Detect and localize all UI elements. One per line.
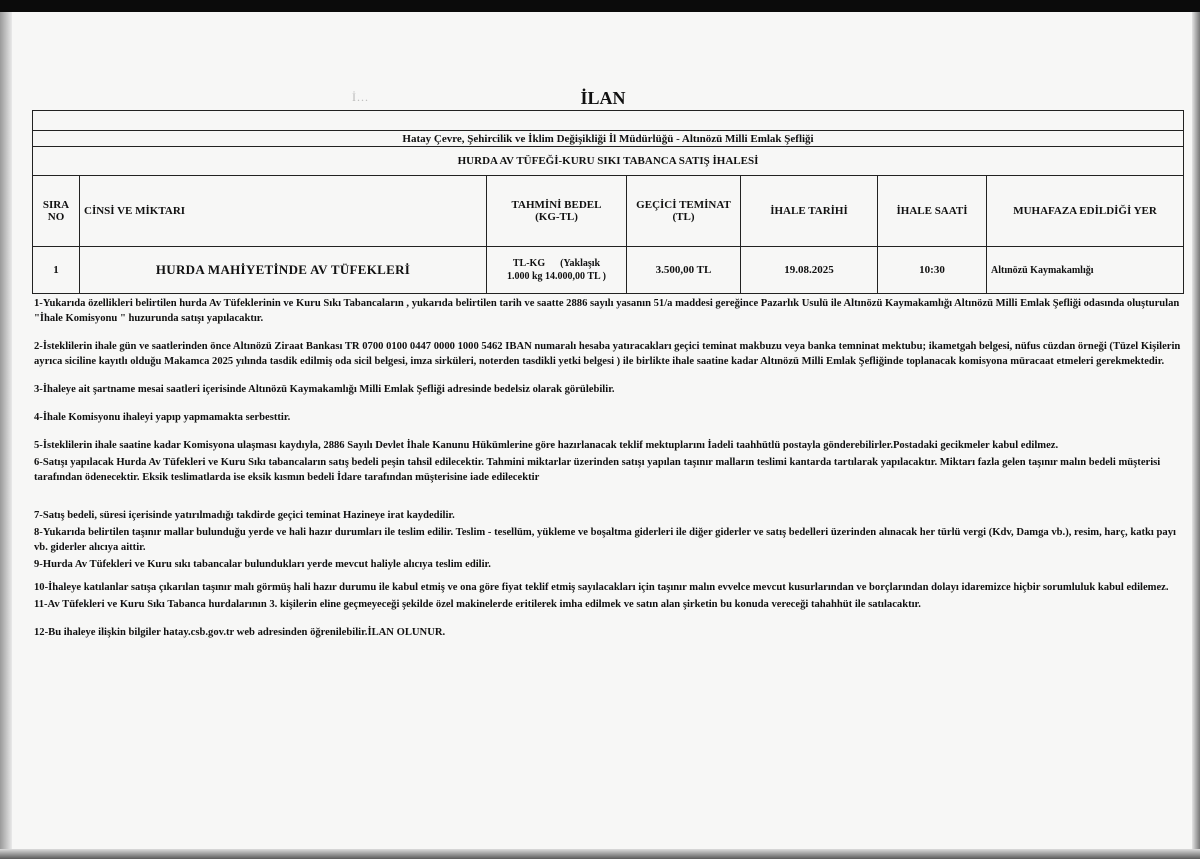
auction-table bbox=[32, 110, 1184, 294]
row-bedel-line1: TL-KG (Yaklaşık bbox=[512, 258, 601, 269]
header-saat: İHALE SAATİ bbox=[878, 176, 987, 247]
left-edge-shadow bbox=[0, 12, 12, 859]
header-cinsi: CİNSİ VE MİKTARI bbox=[80, 176, 487, 247]
row-tarih: 19.08.2025 bbox=[741, 247, 878, 294]
header-sira-line2: NO bbox=[47, 211, 65, 223]
header-sira-line1: SIRA bbox=[42, 199, 70, 211]
paragraph-10: 10-İhaleye katılanlar satışa çıkarılan taşınır malı görmüş hali hazır durumu ile kabul etmiş ve ona göre fiyat teklif etmiş sayılacakları için taşınır malın evvelce mevcut kusurlarından ve borçlarından dolayı idaremizce hiçbir sorumluluk kabul edilemez. bbox=[34, 582, 1169, 593]
header-bedel-line1: TAHMİNİ BEDEL bbox=[511, 199, 602, 211]
row-bedel-line2: 1.000 kg 14.000,00 TL ) bbox=[507, 271, 606, 282]
header-sira bbox=[33, 176, 80, 247]
paragraph-3: 3-İhaleye ait şartname mesai saatleri içerisinde Altınözü Kaymakamlığı Milli Emlak Şefliği adresinde bedelsiz olarak görülebilir. bbox=[34, 384, 615, 395]
row-cinsi: HURDA MAHİYETİNDE AV TÜFEKLERİ bbox=[80, 247, 487, 294]
tender-title: HURDA AV TÜFEĞİ-KURU SIKI TABANCA SATIŞ İHALESİ bbox=[33, 147, 1184, 176]
table-row bbox=[33, 247, 1184, 294]
table-top-spacer bbox=[33, 111, 1184, 131]
header-tarih: İHALE TARİHİ bbox=[741, 176, 878, 247]
terms-section bbox=[34, 296, 1184, 640]
bottom-edge-shadow bbox=[0, 849, 1200, 859]
row-saat: 10:30 bbox=[878, 247, 987, 294]
org-row bbox=[33, 131, 1184, 147]
paragraph-4: 4-İhale Komisyonu ihaleyi yapıp yapmamakta serbesttir. bbox=[34, 412, 291, 423]
header-yer: MUHAFAZA EDİLDİĞİ YER bbox=[987, 176, 1184, 247]
header-teminat-line1: GEÇİCİ TEMİNAT bbox=[636, 199, 731, 211]
paragraph-11: 11-Av Tüfekleri ve Kuru Sıkı Tabanca hurdalarının 3. kişilerin eline geçmeyeceği şekilde özel makinelerde eritilerek imha edilmek ve satın alan şirketin bu konuda vereceği tahahhüt ile satılacaktır. bbox=[34, 599, 921, 610]
paragraph-7: 7-Satış bedeli, süresi içerisinde yatırılmadığı takdirde geçici teminat Hazineye irat kaydedilir. bbox=[34, 510, 455, 521]
paragraph-6: 6-Satışı yapılacak Hurda Av Tüfekleri ve Kuru Sıkı tabancaların satış bedeli peşin tahsil edilecektir. Tahmini miktarlar üzerinden satışı yapılan taşınır malların teslimi kantarda tartılarak yapılacaktır. Miktarı fazla gelen taşınır malın bedeli müşterisi tarafından ödenecektir. Eksik teslimatlarda ise eksik kısmın bedeli İdare tarafından müşterisine iade edilecektir bbox=[34, 457, 1161, 483]
subtitle-row bbox=[33, 147, 1184, 176]
header-bedel-line2: (KG-TL) bbox=[535, 211, 578, 223]
paragraph-12: 12-Bu ihaleye ilişkin bilgiler hatay.csb.gov.tr web adresinden öğrenilebilir.İLAN OLUNUR. bbox=[34, 627, 446, 638]
paragraph-8: 8-Yukarıda belirtilen taşınır mallar bulunduğu yerde ve hali hazır durumları ile teslim edilir. Teslim - tesellüm, yükleme ve boşaltma giderleri ile diğer giderler ve satış bedelleri üzerinden alınacak her türlü vergi (Kdv, Damga vb.), resim, harç, katkı payı vb. giderler alıcıya aittir. bbox=[34, 527, 1176, 553]
row-sira: 1 bbox=[33, 247, 80, 294]
right-edge-shadow bbox=[1192, 12, 1200, 859]
header-row bbox=[33, 176, 1184, 247]
row-yer: Altınözü Kaymakamlığı bbox=[987, 247, 1184, 294]
row-teminat: 3.500,00 TL bbox=[627, 247, 741, 294]
document-title: İLAN bbox=[580, 88, 626, 108]
paragraph-5: 5-İsteklilerin ihale saatine kadar Komisyona ulaşması kaydıyla, 2886 Sayılı Devlet İhale Kanunu Hükümlerine göre hazırlanacak teklif mektuplarını İadeli taahhütlü postayla gönderebilirler.Postadaki gecikmeler kabul edilmez. bbox=[34, 440, 1059, 451]
top-border bbox=[0, 0, 1200, 12]
paragraph-9: 9-Hurda Av Tüfekleri ve Kuru sıkı tabancalar bulundukları yerde mevcut haliyle alıcıya teslim edilir. bbox=[34, 559, 491, 570]
organization-name: Hatay Çevre, Şehircilik ve İklim Değişikliği İl Müdürlüğü - Altınözü Milli Emlak Şefliği bbox=[33, 131, 1184, 147]
faint-mark: İ... bbox=[352, 90, 369, 104]
header-bedel bbox=[487, 176, 627, 247]
row-bedel bbox=[487, 247, 627, 294]
paragraph-1: 1-Yukarıda özellikleri belirtilen hurda Av Tüfeklerinin ve Kuru Sıkı Tabancaların , yukarıda belirtilen tarih ve saatte 2886 sayılı yasanın 51/a maddesi gereğince Pazarlık Usulü ile Altınözü Kaymakamlığı Altınözü Milli Emlak Şefliği odasında oluşturulan "İhale Komisyonu " huzurunda satışı yapılacaktır. bbox=[34, 298, 1180, 324]
header-teminat bbox=[627, 176, 741, 247]
paragraph-2: 2-İsteklilerin ihale gün ve saatlerinden önce Altınözü Ziraat Bankası TR 0700 0100 0447 0000 1000 5462 IBAN numaralı hesaba yatıracakları geçici teminat makbuzu veya banka temninat mektubu; ikametgah belgesi, nüfus cüzdan örneği (Tüzel Kişilerin ayrıca siciline kayıtlı olduğu Makamca 2025 yılında tasdik edilmiş oda sicil belgesi, imza sirküleri, noterden tasdikli yetki belgesi ) ile birlikte ihale saatine kadar Altınözü Milli Emlak Şefliğinde toplanacak komisyona müracaat etmeleri gerekmektedir. bbox=[34, 341, 1181, 367]
header-teminat-line2: (TL) bbox=[672, 211, 695, 223]
